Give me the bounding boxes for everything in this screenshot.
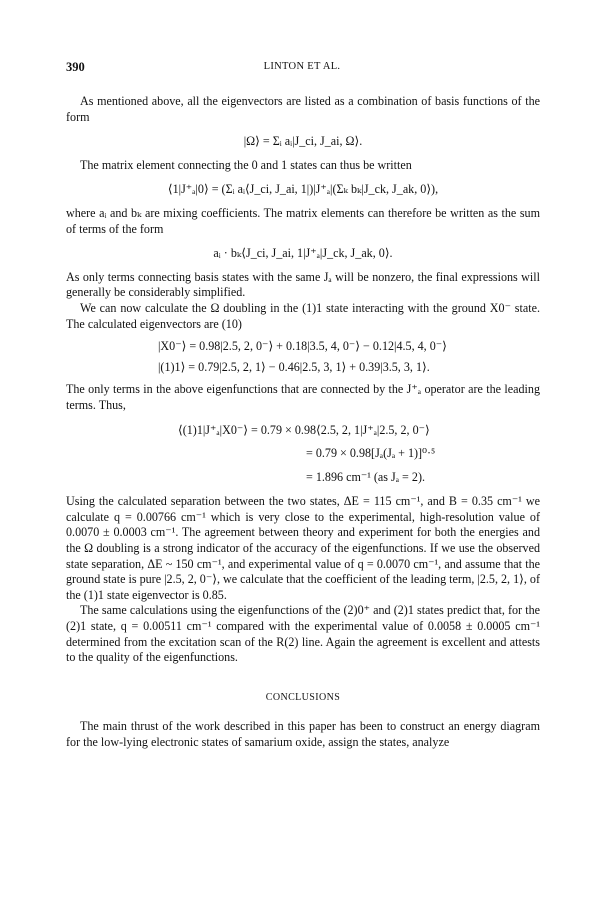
equation-calc-step-2: = 0.79 × 0.98[Jₐ(Jₐ + 1)]⁰·⁵ bbox=[306, 446, 436, 461]
paragraph-leading-terms: The only terms in the above eigenfunctions that are connected by the J⁺ₐ operator are the leading terms. Thus, bbox=[66, 382, 540, 412]
paragraph-basis-functions: As mentioned above, all the eigenvectors are listed as a combination of basis functions of the form bbox=[66, 94, 540, 124]
paragraph-nonzero-terms: As only terms connecting basis states with the same Jₐ will be nonzero, the final expressions will generally be considerably simplified. bbox=[66, 269, 540, 300]
equation-eigenvector-x0: |X0⁻⟩ = 0.98|2.5, 2, 0⁻⟩ + 0.18|3.5, 4, 0⁻⟩ − 0.12|4.5, 4, 0⁻⟩ bbox=[158, 339, 447, 354]
page-number: 390 bbox=[66, 60, 85, 74]
equation-basis-expansion: |Ω⟩ = Σᵢ aᵢ|J_ci, J_ai, Ω⟩. bbox=[243, 134, 363, 149]
equation-calc-step-1: ⟨(1)1|J⁺ₐ|X0⁻⟩ = 0.79 × 0.98⟨2.5, 2, 1|J⁺ₐ|2.5, 2, 0⁻⟩ bbox=[178, 422, 430, 437]
equation-term-form: aᵢ · bₖ⟨J_ci, J_ai, 1|J⁺ₐ|J_ck, J_ak, 0⟩. bbox=[213, 246, 393, 261]
running-head: LINTON ET AL. bbox=[263, 61, 341, 72]
section-heading-conclusions: CONCLUSIONS bbox=[265, 691, 341, 703]
paragraph-conclusions: The main thrust of the work described in this paper has been to construct an energy diagram for the low-lying electronic states of samarium oxide, assign the states, analyze bbox=[66, 719, 540, 749]
page-body bbox=[66, 94, 540, 751]
equation-matrix-element: ⟨1|J⁺ₐ|0⟩ = (Σᵢ aᵢ⟨J_ci, J_ai, 1|)|J⁺ₐ|(Σₖ bₖ|J_ck, J_ak, 0⟩), bbox=[167, 182, 439, 197]
paragraph-matrix-element: The matrix element connecting the 0 and 1 states can thus be written bbox=[80, 157, 412, 172]
paragraph-omega-doubling: We can now calculate the Ω doubling in the (1)1 state interacting with the ground X0⁻ state. The calculated eigenvectors are (10) bbox=[66, 300, 540, 331]
equation-eigenvector-11: |(1)1⟩ = 0.79|2.5, 2, 1⟩ − 0.46|2.5, 3, 1⟩ + 0.39|3.5, 3, 1⟩. bbox=[158, 359, 430, 374]
paragraph-same-calculations: The same calculations using the eigenfunctions of the (2)0⁺ and (2)1 states predict that, for the (2)1 state, q = 0.00511 cm⁻¹ compared with the experimental value of 0.0058 ± 0.0005 cm⁻¹ determined from the excitation scan of the R(2) line. Again the agreement is excellent and attests to the quality of the eigenfunctions. bbox=[66, 603, 540, 665]
equation-calc-step-3: = 1.896 cm⁻¹ (as Jₐ = 2). bbox=[306, 469, 425, 484]
paragraph-mixing-coefficients: where aᵢ and bₖ are mixing coefficients. The matrix elements can therefore be written as the sum of terms of the form bbox=[66, 205, 540, 236]
paragraph-calculated-separation: Using the calculated separation between the two states, ΔE = 115 cm⁻¹, and B = 0.35 cm⁻¹ we calculate q = 0.00766 cm⁻¹ which is very close to the experimental, high-resolution value of 0.0070 ± 0.0003 cm⁻¹. The agreement between theory and experiment for both the energies and the Ω doubling is a strong indicator of the accuracy of the eigenfunctions. If we use the observed state separation, ΔE ~ 150 cm⁻¹, and experimental value of q = 0.0070 cm⁻¹, and assume that the ground state is pure |2.5, 2, 0⁻⟩, we calculate that the coefficient of the leading term, |2.5, 2, 1⟩, of the (1)1 state eigenvector is 0.85. bbox=[66, 494, 540, 602]
page-header bbox=[66, 60, 538, 78]
